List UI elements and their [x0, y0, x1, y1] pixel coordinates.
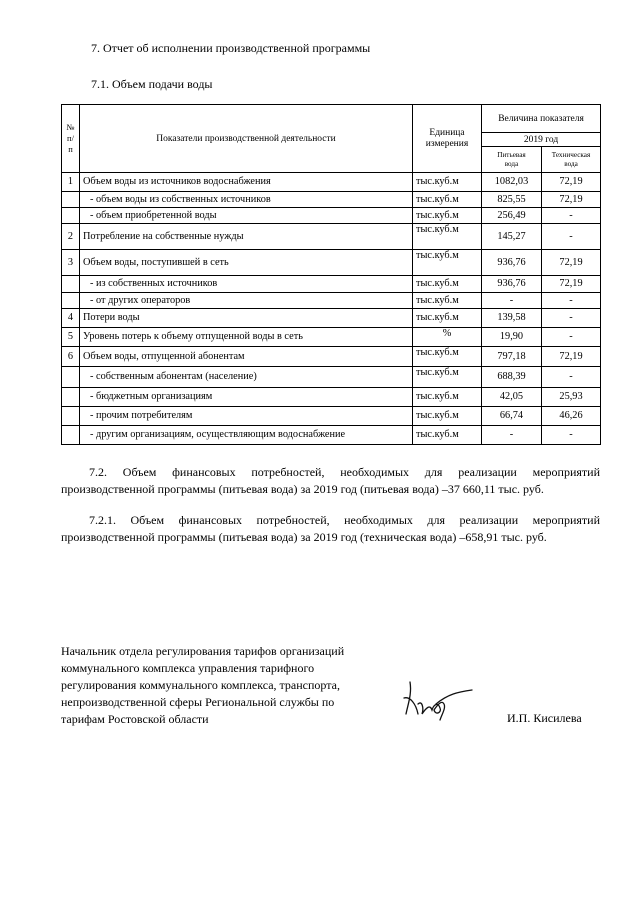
table-row [62, 328, 601, 347]
row-unit: тыс.куб.м [413, 426, 482, 445]
row-name: Объем воды, поступившей в сеть [80, 250, 413, 276]
row-name: Потребление на собственные нужды [80, 224, 413, 250]
row-num: 1 [62, 173, 80, 192]
row-num [62, 407, 80, 426]
row-drinking: 66,74 [482, 407, 542, 426]
signatory-line: тарифам Ростовской области [61, 712, 209, 726]
row-drinking: 145,27 [482, 224, 542, 250]
table-row [62, 276, 601, 293]
row-drinking: 42,05 [482, 388, 542, 407]
row-num: 5 [62, 328, 80, 347]
row-technical: 72,19 [542, 250, 601, 276]
row-num [62, 367, 80, 388]
table-row [62, 192, 601, 208]
signatory-position [61, 643, 381, 728]
signatory-line: коммунального комплекса управления тарифного [61, 661, 315, 675]
table-row [62, 388, 601, 407]
row-num [62, 388, 80, 407]
table-row [62, 208, 601, 224]
row-technical: 25,93 [542, 388, 601, 407]
table-row [62, 293, 601, 309]
row-unit: тыс.куб.м [413, 173, 482, 192]
row-num [62, 192, 80, 208]
row-unit: тыс.куб.м [413, 250, 482, 276]
row-name: Объем воды из источников водоснабжения [80, 173, 413, 192]
section-7-1-heading: 7.1. Объем подачи воды [91, 77, 213, 91]
row-num [62, 293, 80, 309]
row-unit: тыс.куб.м [413, 309, 482, 328]
table-row [62, 309, 601, 328]
row-name: - собственным абонентам (население) [80, 367, 413, 388]
row-technical: 46,26 [542, 407, 601, 426]
row-drinking: 19,90 [482, 328, 542, 347]
row-drinking: 256,49 [482, 208, 542, 224]
header-technical: Техническая вода [542, 147, 601, 173]
table-row [62, 367, 601, 388]
row-drinking: 825,55 [482, 192, 542, 208]
paragraph-7-2-1 [61, 512, 600, 546]
table-row [62, 250, 601, 276]
row-unit: тыс.куб.м [413, 388, 482, 407]
row-num: 4 [62, 309, 80, 328]
row-technical: - [542, 426, 601, 445]
row-technical: 72,19 [542, 347, 601, 367]
row-unit: тыс.куб.м [413, 407, 482, 426]
row-name: - из собственных источников [80, 276, 413, 293]
section-7-heading: 7. Отчет об исполнении производственной программы [91, 41, 371, 55]
row-drinking: 936,76 [482, 276, 542, 293]
row-drinking: 936,76 [482, 250, 542, 276]
row-name: - прочим потребителям [80, 407, 413, 426]
paragraph-7-2 [61, 464, 600, 498]
handwritten-signature [396, 674, 476, 724]
table-row [62, 407, 601, 426]
signatory-line: регулирования коммунального комплекса, транспорта, [61, 678, 340, 692]
row-num [62, 276, 80, 293]
row-technical: - [542, 328, 601, 347]
row-drinking: - [482, 293, 542, 309]
header-value: Величина показателя [482, 105, 601, 133]
paragraph-7-2-1-line2: производственной программы (питьевая вода) за 2019 год (техническая вода) –658,91 тыс. руб. [61, 530, 547, 544]
row-unit: тыс.куб.м [413, 367, 482, 388]
row-name: - объем приобретенной воды [80, 208, 413, 224]
header-indicators: Показатели производственной деятельности [80, 105, 413, 173]
table-row [62, 173, 601, 192]
row-unit: тыс.куб.м [413, 293, 482, 309]
row-unit: тыс.куб.м [413, 224, 482, 250]
water-supply-table [61, 104, 601, 445]
row-name: - другим организациям, осуществляющим водоснабжение [80, 426, 413, 445]
row-num: 2 [62, 224, 80, 250]
row-num: 3 [62, 250, 80, 276]
row-unit: % [413, 328, 482, 347]
paragraph-7-2-line1: 7.2. Объем финансовых потребностей, необходимых для реализации мероприятий [89, 465, 600, 479]
row-technical: - [542, 293, 601, 309]
row-technical: - [542, 367, 601, 388]
row-name: - бюджетным организациям [80, 388, 413, 407]
row-unit: тыс.куб.м [413, 347, 482, 367]
row-num [62, 208, 80, 224]
signatory-line: Начальник отдела регулирования тарифов организаций [61, 644, 345, 658]
row-technical: 72,19 [542, 173, 601, 192]
header-num: № п/п [62, 105, 80, 173]
paragraph-7-2-line2: производственной программы (питьевая вода) за 2019 год (питьевая вода) –37 660,11 тыс. руб. [61, 482, 544, 496]
row-technical: 72,19 [542, 276, 601, 293]
signatory-line: непроизводственной сферы Региональной службы по [61, 695, 335, 709]
row-drinking: - [482, 426, 542, 445]
row-technical: 72,19 [542, 192, 601, 208]
row-drinking: 688,39 [482, 367, 542, 388]
row-num [62, 426, 80, 445]
header-unit: Единица измерения [413, 105, 482, 173]
row-unit: тыс.куб.м [413, 208, 482, 224]
row-name: - объем воды из собственных источников [80, 192, 413, 208]
row-technical: - [542, 208, 601, 224]
header-drinking: Питьевая вода [482, 147, 542, 173]
signatory-name: И.П. Кисилева [507, 711, 582, 725]
row-name: - от других операторов [80, 293, 413, 309]
table-row [62, 224, 601, 250]
row-drinking: 1082,03 [482, 173, 542, 192]
row-unit: тыс.куб.м [413, 276, 482, 293]
table-row [62, 347, 601, 367]
header-year: 2019 год [482, 133, 601, 147]
row-technical: - [542, 309, 601, 328]
row-name: Уровень потерь к объему отпущенной воды в сеть [80, 328, 413, 347]
row-technical: - [542, 224, 601, 250]
table-row [62, 426, 601, 445]
row-drinking: 797,18 [482, 347, 542, 367]
row-num: 6 [62, 347, 80, 367]
row-unit: тыс.куб.м [413, 192, 482, 208]
row-name: Объем воды, отпущенной абонентам [80, 347, 413, 367]
row-drinking: 139,58 [482, 309, 542, 328]
row-name: Потери воды [80, 309, 413, 328]
paragraph-7-2-1-line1: 7.2.1. Объем финансовых потребностей, необходимых для реализации мероприятий [89, 513, 600, 527]
